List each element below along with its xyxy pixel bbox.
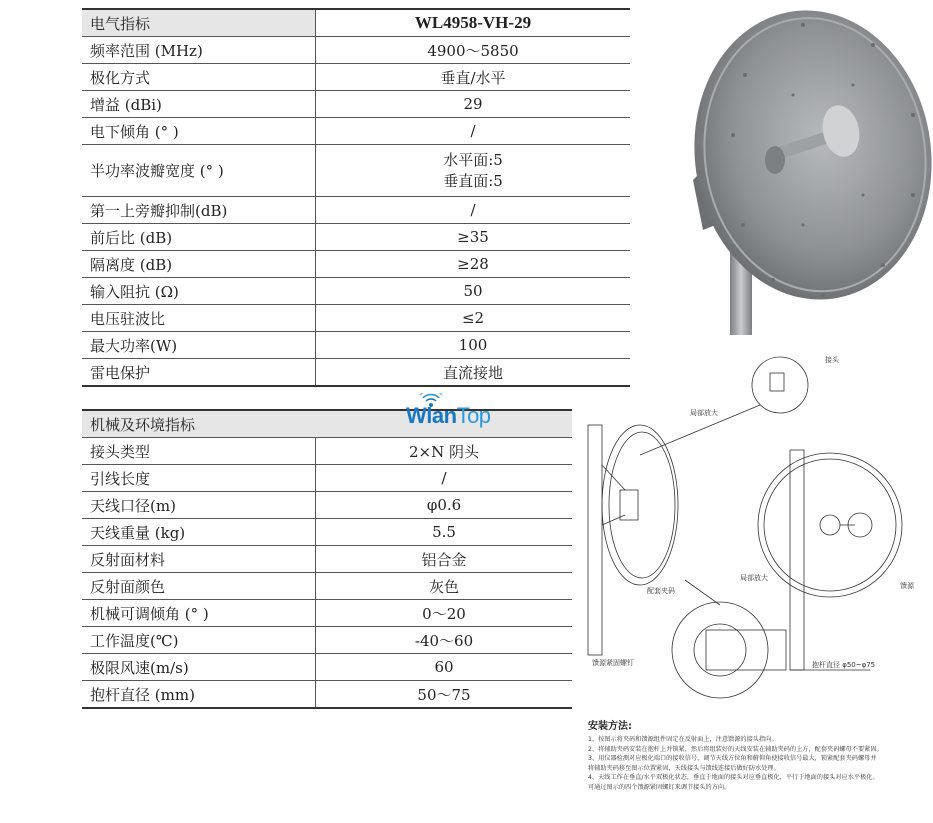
mechanical-row [82,681,572,709]
electrical-row [82,197,630,224]
mechanical-header-label: 机械及环境指标 [82,410,572,438]
mechanical-value: / [316,465,573,492]
electrical-value: 垂直/水平 [316,64,631,91]
electrical-label: 半功率波瓣宽度 (° ) [82,145,316,197]
installation-step: 4、天线工作在垂直/水平双极化状态，垂直于地面的接头对应垂直极化，平行于地面的接头对应水平极化。 [588,774,879,782]
mechanical-label: 极限风速(m/s) [82,654,316,681]
mechanical-row [82,600,572,627]
feed-screw-label: 馈源紧固螺钉 [592,659,634,667]
installation-step: 1、按图示将夹码和馈源组件固定在反射面上，注意馈源的接头指向。 [588,736,778,743]
mechanical-label: 工作温度(℃) [82,627,316,654]
electrical-label: 极化方式 [82,64,316,91]
electrical-value: 4900～5850 [316,37,631,64]
electrical-value: 直流接地 [316,359,631,387]
mechanical-row [82,438,572,465]
electrical-label: 输入阻抗 (Ω) [82,278,316,305]
mechanical-label: 天线口径(m) [82,492,316,519]
mechanical-label: 接头类型 [82,438,316,465]
electrical-row [82,91,630,118]
electrical-label: 电下倾角 (° ) [82,118,316,145]
zoom-label-2: 局部放大 [740,574,768,582]
mechanical-label: 引线长度 [82,465,316,492]
electrical-row [82,359,630,387]
mechanical-row [82,465,572,492]
electrical-value-line: 水平面:5 [443,150,503,169]
electrical-label: 电压驻波比 [82,305,316,332]
electrical-label: 雷电保护 [82,359,316,387]
model-name: WL4958-VH-29 [316,9,631,37]
mechanical-label: 反射面颜色 [82,573,316,600]
mechanical-value: φ0.6 [316,492,573,519]
electrical-value: ≤2 [316,305,631,332]
wlantop-logo [406,393,516,433]
mechanical-label: 机械可调倾角 (° ) [82,600,316,627]
electrical-value-line: 垂直面:5 [443,171,503,190]
mechanical-value: 0～20 [316,600,573,627]
installation-notes [588,717,918,793]
mechanical-value: 铝合金 [316,546,573,573]
installation-step: 将辅助夹码移至图示位置紧固，天线接头与馈线连接后做好防水处理。 [588,764,780,772]
mechanical-row [82,519,572,546]
mechanical-value: 灰色 [316,573,573,600]
electrical-value: ≥35 [316,224,631,251]
electrical-value: 50 [316,278,631,305]
electrical-row [82,251,630,278]
mechanical-value: 5.5 [316,519,573,546]
mechanical-label: 反射面材料 [82,546,316,573]
installation-title: 安装方法: [588,721,632,732]
electrical-value: ≥28 [316,251,631,278]
installation-step: 可通过图示的四个馈源紧固螺钉来调节接头的方向。 [588,783,731,791]
mechanical-label: 抱杆直径 (mm) [82,681,316,709]
mechanical-value: 50～75 [316,681,573,709]
mechanical-spec-table [82,409,572,709]
electrical-row [82,37,630,64]
electrical-header-row [82,9,630,37]
connector-label: 接头 [825,356,839,364]
electrical-spec-table [82,8,630,387]
dish-antenna-photo [673,5,933,335]
electrical-row [82,332,630,359]
mechanical-row [82,654,572,681]
mechanical-row [82,627,572,654]
logo-text: WlanTop [406,403,491,428]
electrical-label: 频率范围 (MHz) [82,37,316,64]
installation-step: 2、将辅助夹码安装在抱杆上并锁紧，然后将组装好的天线安装在辅助夹码的上方，配套夹码螺母不要紧固。 [588,745,883,753]
electrical-label: 增益 (dBi) [82,91,316,118]
electrical-label: 第一上旁瓣抑制(dB) [82,197,316,224]
mechanical-row [82,546,572,573]
mechanical-label: 天线重量 (kg) [82,519,316,546]
electrical-row [82,224,630,251]
electrical-row [82,118,630,145]
electrical-row [82,145,630,197]
mechanical-value: 60 [316,654,573,681]
electrical-header-label: 电气指标 [82,9,316,37]
pole-diameter-label: 抱杆直径 φ50~φ75 [812,661,876,669]
electrical-row [82,64,630,91]
electrical-label: 最大功率(W) [82,332,316,359]
installation-drawing [580,345,933,710]
electrical-label: 隔离度 (dB) [82,251,316,278]
electrical-row [82,278,630,305]
zoom-label-1: 局部放大 [690,409,718,417]
electrical-value: 29 [316,91,631,118]
mechanical-row [82,492,572,519]
installation-step: 3、用仪器检测对应极化端口的接收信号，调节天线方位角和俯仰角使接收信号最大，锁紧配套夹码螺母并 [588,755,877,763]
electrical-value: 100 [316,332,631,359]
electrical-row [82,305,630,332]
electrical-value: / [316,197,631,224]
electrical-value [316,145,631,197]
mechanical-value: -40～60 [316,627,573,654]
electrical-value: / [316,118,631,145]
feed-label: 馈源 [900,582,914,590]
installation-steps [588,735,918,793]
mechanical-row [82,573,572,600]
electrical-label: 前后比 (dB) [82,224,316,251]
mechanical-value: 2×N 阴头 [316,438,573,465]
clamp-label: 配套夹码 [647,587,675,595]
